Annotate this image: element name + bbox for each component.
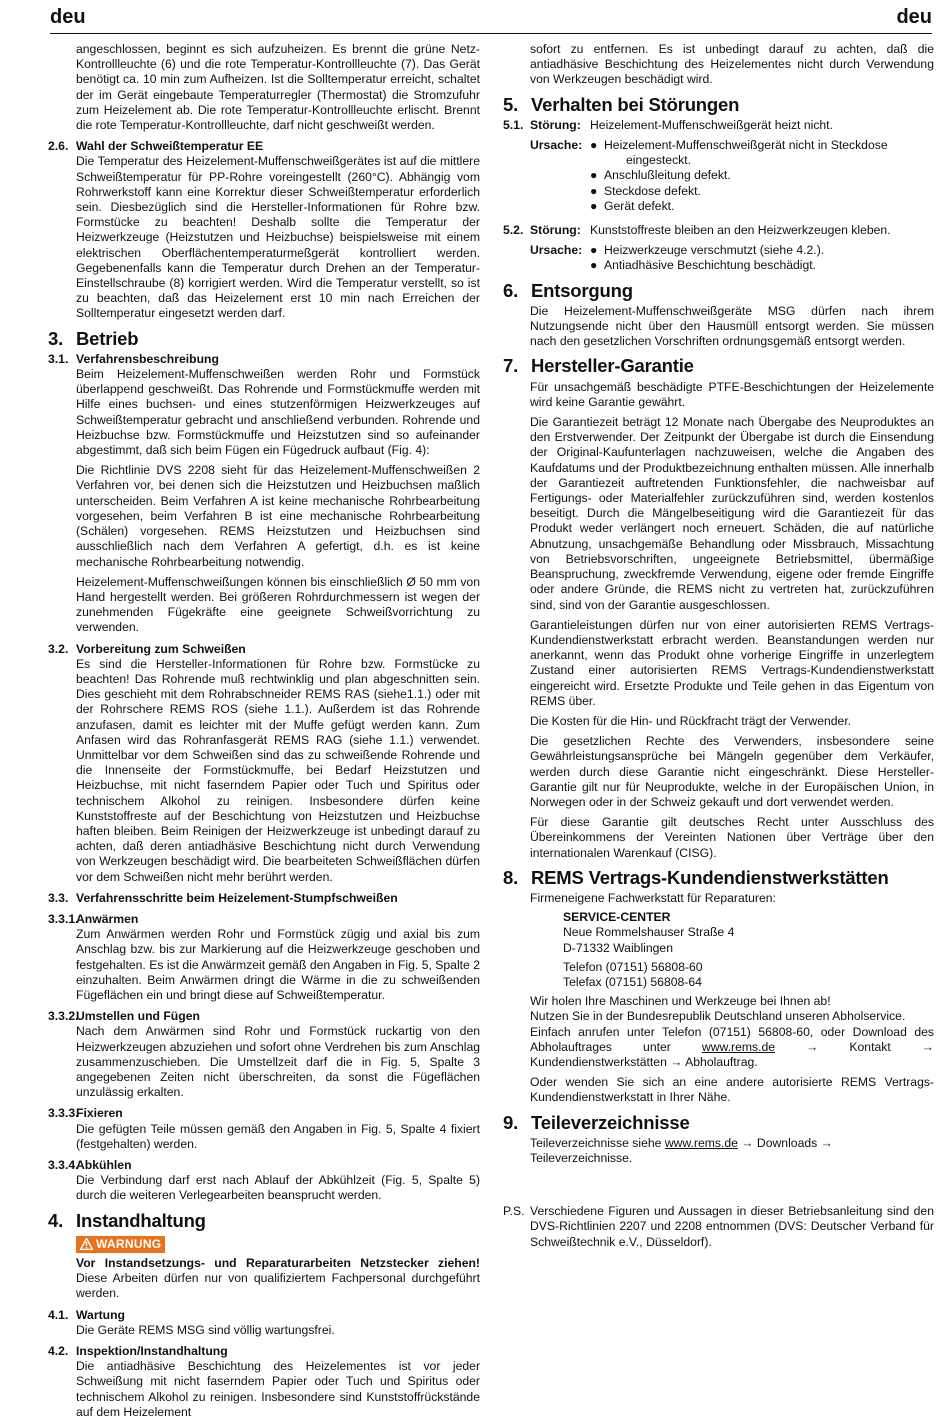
header-rule — [50, 33, 932, 34]
cause-text: Heizelement-Muffenschweißgerät nicht in Steckdose — [604, 138, 888, 153]
section-title: Verfahrensschritte beim Heizelement-Stumpfschweißen — [76, 890, 398, 905]
section-number: 3.2. — [48, 641, 69, 656]
section-7-paragraph-5: Die gesetzlichen Rechte des Verwenders, insbesondere seine Gewährleistungsansprüche bei Mängeln gegenüber dem Verkäufer, werden durch diese Garantie nicht eingeschränkt. Diese Hersteller-Garantie gilt nur für Neuprodukte, welche in der Europäischen Union, in Norwegen oder in der Schweiz gekauft und dort verwendet werden. — [530, 734, 934, 809]
cause-text-continued: eingesteckt. — [626, 153, 692, 168]
section-7-paragraph-2: Die Garantiezeit beträgt 12 Monate nach Übergabe des Neuproduktes an den Erstverwender. Der Zeitpunkt der Übergabe ist durch die Einsendung der Original-Kaufunterlagen nachzuweisen, welche die Angaben des Kaufdatums und der Produktbezeichnung enthalten müssen. Alle innerhalb der Garantiezeit auftretenden Funktionsfehler, die nachweisbar auf Fertigungs- oder Materialfehler zurückzuführen sind, werden kostenlos beseitigt. Durch die Mängelbeseitigung wird die Garantiezeit für das Produkt weder verlängert noch erneuert. Schäden, die auf natürliche Abnutzung, unsachgemäße Behandlung oder Missbrauch, Missachtung von Betriebsvorschriften, ungeeignete Betriebsmittel, übermäßige Beanspruchung, zweckfremde Verwendung, eigene oder fremde Eingriffe oder andere Gründe, die REMS nicht zu vertreten hat, zurückzuführen sind, sind von der Garantie ausgeschlossen. — [530, 415, 934, 612]
section-7-paragraph-1: Für unsachgemäß beschädigte PTFE-Beschichtungen der Heizelemente wird keine Garantie gewährt. — [530, 379, 934, 409]
section-9-heading — [503, 1111, 934, 1133]
cause-text: Antiadhäsive Beschichtung beschädigt. — [604, 258, 817, 273]
cause-label: Ursache: — [530, 138, 583, 153]
section-title: Verfahrensbeschreibung — [76, 351, 219, 366]
cause-text: Anschlußleitung defekt. — [604, 168, 731, 183]
bullet: ● — [590, 243, 598, 258]
section-title: Entsorgung — [531, 279, 633, 301]
text: → Downloads → Teileverzeichnisse. — [530, 1135, 833, 1165]
section-number: 5. — [503, 93, 519, 115]
list-item — [590, 168, 888, 183]
section-title: Vorbereitung zum Schweißen — [76, 641, 246, 656]
phone-number: Telefon (07151) 56808-60 — [563, 959, 703, 974]
cause-label: Ursache: — [530, 243, 583, 258]
section-number: 5.1. — [503, 117, 524, 132]
section-3-3-2-heading — [48, 1009, 480, 1024]
section-title: Verhalten bei Störungen — [531, 93, 740, 115]
address-city: D-71332 Waiblingen — [563, 940, 673, 955]
section-title: Wahl der Schweißtemperatur EE — [76, 139, 264, 154]
fault-text: Heizelement-Muffenschweißgerät heizt nicht. — [590, 117, 833, 132]
section-3-3-1-heading — [48, 912, 480, 927]
section-3-3-2-text: Nach dem Anwärmen sind Rohr und Formstück ruckartig von den Heizwerkzeugen abzuziehen und sofort ohne Verdrehen bis zum Anschlag zusammenzuschieben. Die Umstellzeit darf die in Fig. 5, Spalte 3 angegebenen Zeiten nicht überschreiten, da sonst die Fügeflächen unzulässig erkalten. — [76, 1024, 480, 1100]
section-number: 4.2. — [48, 1344, 69, 1359]
text: Teileverzeichnisse siehe — [530, 1135, 665, 1150]
section-number: 3. — [48, 327, 64, 349]
bullet: ● — [590, 198, 598, 213]
section-3-1-heading — [48, 352, 480, 367]
cause-5-1 — [503, 138, 934, 214]
section-number: 3.3.1. — [48, 911, 79, 926]
section-8-heading — [503, 866, 934, 888]
section-title: Umstellen und Fügen — [76, 1009, 200, 1024]
fault-5-2 — [503, 223, 934, 238]
section-4-1-text: Die Geräte REMS MSG sind völlig wartungsfrei. — [76, 1322, 335, 1337]
cause-text: Steckdose defekt. — [604, 183, 701, 198]
left-column — [48, 42, 480, 1420]
section-number: 3.3.3. — [48, 1106, 79, 1121]
section-9-text — [503, 1136, 934, 1166]
cause-list — [590, 138, 888, 214]
section-8-line-2: Nutzen Sie in der Bundesrepublik Deutschland unseren Abholservice. — [530, 1009, 906, 1024]
text: → Kontakt → Kundendienstwerkstätten → Abholauftrag. — [530, 1039, 934, 1069]
section-number: 2.6. — [48, 139, 69, 154]
cause-5-2 — [503, 243, 934, 273]
section-number: 3.3. — [48, 890, 69, 905]
fault-label: Störung: — [530, 117, 581, 132]
warning-wrapper — [48, 1234, 480, 1256]
section-title: Teileverzeichnisse — [531, 1111, 690, 1133]
section-3-2-text: Es sind die Hersteller-Informationen für Rohre bzw. Formstücke zu beachten! Das Rohrende muß rechtwinklig und plan abgeschnitten sein. Dies geschieht mit dem Rohrabschneider REMS RAS (siehe1.1.) oder mit der Rohrschere REMS ROS (siehe 1.1.). Außerdem ist das Rohrende anzufasen, damit es leichter mit der Muffe gefügt werden kann. Zum Anfasen wird das Rohranfasgerät REMS RAG (siehe 1.1.) verwendet. Unmittelbar vor dem Schweißen sind das zu schweißende Rohrende und die Innenseite der Formstückmuffe, bei Bedarf Heizstutzen und Heizbuchse, mit nicht faserndem Papier oder Tuch und Spiritus oder technischem Alkohol zu reinigen. Insbesondere dürfen keine Kunststoffreste auf der Beschichtung von Heizstutzen und Heizbuchse haften bleiben. Beim Reinigen der Heizwerkzeuge ist unbedingt darauf zu achten, daß deren antiadhäsive Beschichtung nicht durch Verwendung von Werkzeugen beschädigt wird. Die bearbeiteten Schweißflächen dürfen vor dem Schweißen nicht mehr berührt werden. — [76, 656, 480, 884]
list-item — [590, 184, 888, 199]
list-item — [590, 138, 888, 153]
postscript — [503, 1204, 934, 1250]
warning-label: WARNUNG — [96, 1236, 162, 1251]
section-title: Inspektion/Instandhaltung — [76, 1344, 228, 1359]
section-2-6-heading — [48, 139, 480, 154]
section-title: Instandhaltung — [76, 1209, 206, 1231]
ps-label: P.S. — [503, 1204, 525, 1219]
section-3-heading — [48, 327, 480, 349]
section-title: REMS Vertrags-Kundendienstwerkstätten — [531, 866, 889, 888]
spacer — [503, 243, 530, 273]
bullet: ● — [590, 183, 598, 198]
section-8-line-1: Wir holen Ihre Maschinen und Werkzeuge bei Ihnen ab! — [530, 994, 831, 1009]
rems-website-link[interactable]: www.rems.de — [701, 1039, 776, 1054]
section-number: 8. — [503, 866, 519, 888]
language-code-left: deu — [50, 6, 86, 28]
list-item — [590, 258, 824, 273]
service-center-name: SERVICE-CENTER — [563, 910, 671, 925]
section-7-paragraph-4: Die Kosten für die Hin- und Rückfracht trägt der Verwender. — [530, 713, 852, 728]
section-4-heading — [48, 1209, 480, 1231]
section-number: 5.2. — [503, 223, 524, 238]
section-6-heading — [503, 279, 934, 301]
section-3-1-paragraph-1: Beim Heizelement-Muffenschweißen werden Rohr und Formstück überlappend geschweißt. Das Rohrende und Formstückmuffe werden mit Hilfe eines buchsen- und eines stutzenförmigen Heizwerkzeuges auf Schweißtemperatur gebracht und anschließend verbunden. Rohrende und Heizbuchse bzw. Formstückmuffe und Heizstutzen sind so aufeinander abgestimmt, daß sich beim Fügen ein Fügedruck aufbaut (Fig. 4): — [76, 367, 480, 458]
bullet: ● — [590, 168, 598, 183]
section-number: 9. — [503, 1111, 519, 1133]
section-number: 4. — [48, 1209, 64, 1231]
section-3-1-paragraph-2: Die Richtlinie DVS 2208 sieht für das Heizelement-Muffenschweißen 2 Verfahren vor, bei denen sich die Heizstutzen und Heizbuchsen maßlich unterscheiden. Beim Verfahren A ist keine mechanische Rohrbearbeitung vorgesehen, beim Verfahren B ist eine mechanische Rohrbearbeitung (Schälen) vorgesehen. REMS Heizstutzen und Heizbuchsen sind ausschließlich nach dem Verfahren A gefertigt, d.h. es ist keine mechanische Rohrbearbeitung notwendig. — [76, 463, 480, 569]
spacer — [503, 138, 530, 214]
cause-text: Gerät defekt. — [604, 198, 675, 213]
section-3-3-heading — [48, 891, 480, 906]
section-3-3-4-text: Die Verbindung darf erst nach Ablauf der Abkühlzeit (Fig. 5, Spalte 5) durch die weiteren Verlegearbeiten beansprucht werden. — [76, 1173, 480, 1203]
section-7-paragraph-6: Für diese Garantie gilt deutsches Recht unter Ausschluss des Übereinkommens der Vereinten Nationen über Verträge über den internationalen Warenkauf (CISG). — [530, 815, 934, 860]
section-3-2-heading — [48, 642, 480, 657]
section-title: Wartung — [76, 1307, 125, 1322]
list-item — [590, 243, 824, 258]
section-3-3-3-text: Die gefügten Teile müssen gemäß den Angaben in Fig. 5, Spalte 4 fixiert (festgehalten) werden. — [76, 1121, 480, 1151]
list-item — [590, 199, 888, 214]
section-4-1-heading — [48, 1308, 480, 1323]
fax-number: Telefax (07151) 56808-64 — [563, 974, 702, 989]
section-number: 3.3.2. — [48, 1009, 79, 1024]
continued-paragraph: sofort zu entfernen. Es ist unbedingt darauf zu achten, daß die antiadhäsive Beschichtung des Heizelementes nicht durch Verwendung von Werkzeugen beschädigt wird. — [530, 42, 934, 87]
section-number: 3.1. — [48, 351, 69, 366]
text: Einfach anrufen unter Telefon (07151) 56808-60, oder Download des Abholauftrages unter — [530, 1024, 934, 1054]
section-number: 4.1. — [48, 1307, 69, 1322]
section-3-1-paragraph-3: Heizelement-Muffenschweißungen können bis einschließlich Ø 50 mm von Hand hergestellt werden. Bei größeren Rohrdurchmessern ist wegen der zunehmenden Fügekräfte eine geeignete Schweißvorrichtung zu verwenden. — [76, 574, 480, 635]
language-code-right: deu — [896, 6, 932, 28]
warning-triangle-icon — [80, 1238, 93, 1250]
section-4-text — [48, 1256, 480, 1302]
section-5-heading — [503, 93, 934, 115]
rems-website-link[interactable]: www.rems.de — [664, 1135, 738, 1150]
section-title: Fixieren — [76, 1106, 123, 1121]
section-8-paragraph-4: Oder wenden Sie sich an eine andere autorisierte REMS Vertrags-Kundendienstwerkstatt in Ihrer Nähe. — [530, 1075, 934, 1105]
section-number: 7. — [503, 355, 519, 377]
ps-text: Verschiedene Figuren und Aussagen in dieser Betriebsanleitung sind den DVS-Richtlinien 2207 und 2208 entnommen (DVS: Deutscher Verband für Schweißtechnik e.V., Düsseldorf). — [530, 1204, 934, 1249]
section-7-paragraph-3: Garantieleistungen dürfen nur von einer autorisierten REMS Vertrags-Kundendienstwerkstatt erbracht werden. Beanstandungen werden nur anerkannt, wenn das Produkt ohne vorherige Eingriffe in unzerlegtem Zustand einer autorisierten REMS Vertrags-Kundendienstwerkstatt eingereicht wird. Ersetzte Produkte und Teile gehen in das Eigentum von REMS über. — [530, 617, 934, 708]
section-8-paragraph-3 — [503, 1025, 934, 1071]
warning-badge — [76, 1236, 165, 1253]
section-number: 6. — [503, 279, 519, 301]
section-3-3-1-text: Zum Anwärmen werden Rohr und Formstück zügig und axial bis zum Anschlag bzw. bis zur Markierung auf die Heizwerkzeuge geschoben und festgehalten. Es ist die Anwärmzeit gemäß den Angaben in Fig. 5, Spalte 2 einzuhalten. Beim Anwärmen dringt die Wärme in die zu schweißenden Fügeflächen ein und bringt diese auf Schweißtemperatur. — [76, 927, 480, 1002]
section-4-rest-text: Diese Arbeiten dürfen nur von qualifiziertem Fachpersonal durchgeführt werden. — [76, 1271, 480, 1301]
section-8-intro: Firmeneigene Fachwerkstatt für Reparaturen: — [530, 890, 776, 905]
address-street: Neue Rommelshauser Straße 4 — [563, 925, 735, 940]
page-header — [50, 6, 932, 28]
section-7-heading — [503, 355, 934, 377]
section-number: 3.3.4. — [48, 1158, 79, 1173]
fault-text: Kunststoffreste bleiben an den Heizwerkzeugen kleben. — [590, 223, 891, 238]
section-title: Betrieb — [76, 327, 139, 349]
intro-paragraph: angeschlossen, beginnt es sich aufzuheizen. Es brennt die grüne Netz-Kontrollleuchte (6) und die rote Temperatur-Kontrollleuchte (7). Das Gerät benötigt ca. 10 min zum Aufheizen. Ist die Solltemperatur erreicht, schaltet der im Gerät eingebaute Temperaturregler (Thermostat) die Stromzufuhr zum Heizelement ab. Die rote Temperatur-Kontrollleuchte erlischt. Brennt die rote Temperatur-Kontrollleuchte, darf nicht geschweißt werden. — [76, 42, 480, 133]
bullet: ● — [590, 138, 598, 153]
bullet: ● — [590, 258, 598, 273]
fault-label: Störung: — [530, 223, 581, 238]
section-title: Hersteller-Garantie — [531, 355, 694, 377]
cause-text: Heizwerkzeuge verschmutzt (siehe 4.2.). — [604, 243, 825, 258]
section-3-3-4-heading — [48, 1158, 480, 1173]
fault-5-1 — [503, 118, 934, 133]
section-2-6-text: Die Temperatur des Heizelement-Muffenschweißgerätes ist auf die mittlere Schweißtemperatur für PP-Rohre voreingestellt (260°C). Abhängig vom Rohrwerkstoff kann eine Korrektur dieser Schweißtemperatur erforderlich sein. Diesbezüglich sind die Hersteller-Informationen für Rohre bzw. Formstücke zu beachten! Deshalb sollte die Temperatur der Heizwerkzeuge (Heizstutzen und Heizbuchse) beispielsweise mit einem elektrischen Oberflächentemperaturmeßgerät kontrolliert werden. Gegebenenfalls kann die Temperatur durch Drehen an der Temperatur-Einstellschraube (8) korrigiert werden. Wird die Temperatur verstellt, so ist zu beachten, daß das Heizelement erst 10 min nach Erreichen der Solltemperatur eingesetzt werden darf. — [76, 154, 480, 321]
section-4-2-heading — [48, 1344, 480, 1359]
service-address — [503, 910, 934, 990]
section-6-text: Die Heizelement-Muffenschweißgeräte MSG dürfen nach ihrem Nutzungsende nicht über den Hausmüll entsorgt werden. Sie müssen nach den gesetzlichen Vorschriften ordnungsgemäß entsorgt werden. — [530, 303, 934, 349]
section-title: Abkühlen — [76, 1158, 132, 1173]
right-column — [503, 42, 934, 1250]
section-4-2-text: Die antiadhäsive Beschichtung des Heizelementes ist vor jeder Schweißung mit nicht faserndem Papier oder Tuch und Spiritus oder technischem Alkohol zu reinigen. Insbesondere sind Kunststoffrückstände auf dem Heizelement — [76, 1359, 480, 1419]
section-4-bold-text: Vor Instandsetzungs- und Reparaturarbeiten Netzstecker ziehen! — [76, 1256, 480, 1271]
section-title: Anwärmen — [76, 911, 139, 926]
section-3-3-3-heading — [48, 1106, 480, 1121]
cause-list — [590, 243, 824, 273]
